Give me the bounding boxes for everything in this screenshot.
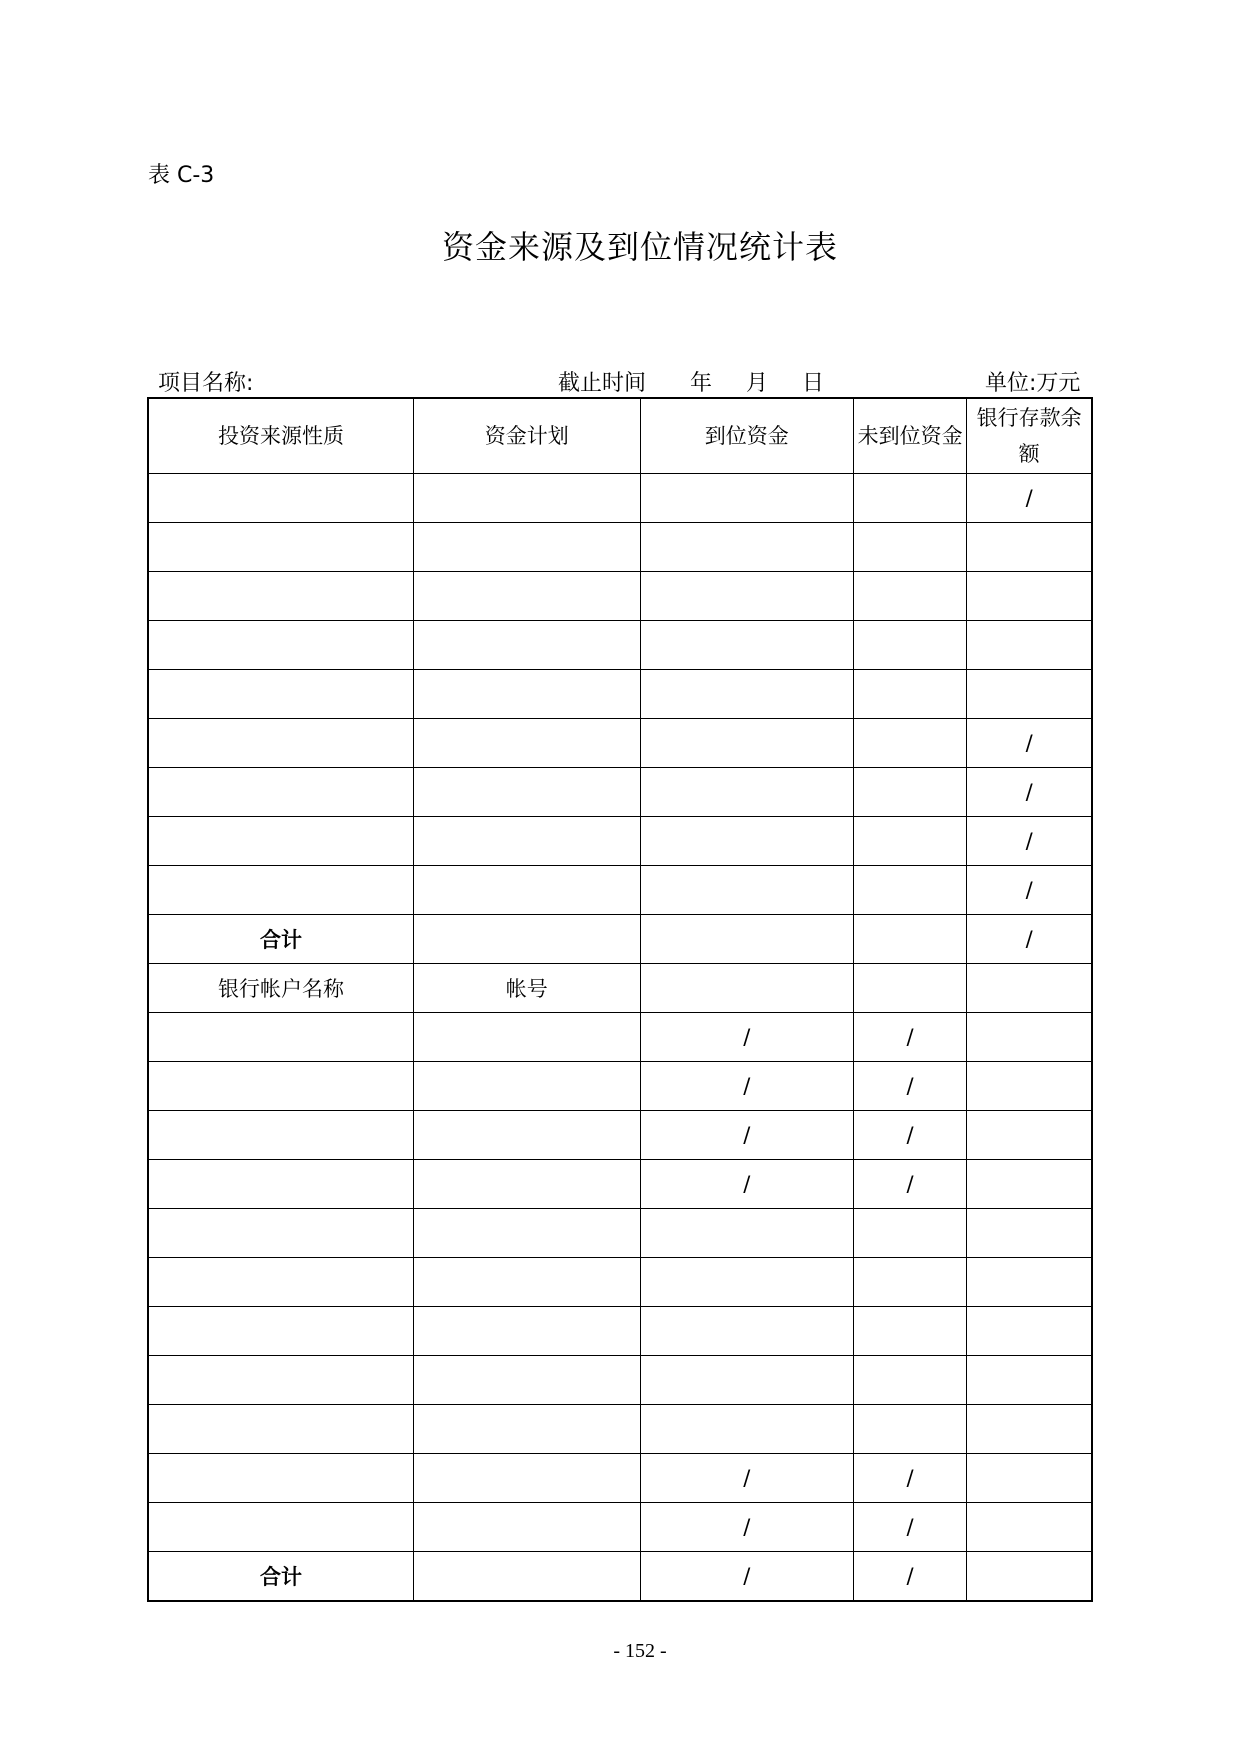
table-cell — [148, 621, 414, 670]
table-cell: / — [640, 1062, 853, 1111]
funding-statistics-table — [147, 397, 1093, 1602]
table-cell: / — [853, 1062, 966, 1111]
table-cell: / — [640, 1160, 853, 1209]
table-cell: / — [853, 1160, 966, 1209]
header-cell: 到位资金 — [640, 398, 853, 474]
table-cell: / — [640, 1013, 853, 1062]
table-cell — [414, 719, 640, 768]
table-cell: / — [640, 1454, 853, 1503]
header-cell: 投资来源性质 — [148, 398, 414, 474]
table-cell: 帐号 — [414, 964, 640, 1013]
table-row — [148, 817, 1092, 866]
table-cell — [640, 1307, 853, 1356]
table-cell — [967, 621, 1092, 670]
table-cell — [853, 523, 966, 572]
month-label: 月 — [746, 371, 769, 396]
table-row — [148, 474, 1092, 523]
table-cell — [414, 1454, 640, 1503]
table-code: 表 C-3 — [148, 163, 215, 188]
table-cell — [414, 1013, 640, 1062]
table-cell — [967, 1062, 1092, 1111]
table-cell — [414, 1503, 640, 1552]
table-cell: 合计 — [148, 915, 414, 964]
table-row — [148, 1111, 1092, 1160]
table-cell — [967, 1356, 1092, 1405]
table-cell: 银行帐户名称 — [148, 964, 414, 1013]
table-cell — [414, 1258, 640, 1307]
table-cell — [967, 1160, 1092, 1209]
table-row — [148, 572, 1092, 621]
table-cell — [853, 572, 966, 621]
table-cell — [967, 572, 1092, 621]
table-cell — [414, 1111, 640, 1160]
table-cell — [967, 1454, 1092, 1503]
year-label: 年 — [690, 371, 713, 396]
table-cell — [853, 866, 966, 915]
project-name-label: 项目名称: — [158, 371, 254, 396]
table-cell — [148, 1013, 414, 1062]
table-cell — [853, 1356, 966, 1405]
table-cell: / — [967, 719, 1092, 768]
table-cell — [148, 768, 414, 817]
cutoff-time-label: 截止时间 — [558, 371, 647, 396]
table-cell — [853, 1258, 966, 1307]
table-row — [148, 1356, 1092, 1405]
table-cell — [414, 474, 640, 523]
table-row — [148, 1503, 1092, 1552]
table-cell — [640, 915, 853, 964]
table-row — [148, 621, 1092, 670]
table-cell — [967, 1258, 1092, 1307]
bank-account-header-row — [148, 964, 1092, 1013]
table-cell — [640, 719, 853, 768]
table-cell — [414, 1307, 640, 1356]
table-cell — [967, 1307, 1092, 1356]
table-cell: / — [640, 1503, 853, 1552]
table-cell — [853, 1405, 966, 1454]
table-cell — [640, 621, 853, 670]
table-cell — [853, 964, 966, 1013]
table-cell — [148, 1307, 414, 1356]
unit-label: 单位:万元 — [985, 371, 1081, 396]
table-cell — [853, 915, 966, 964]
table-cell: / — [967, 474, 1092, 523]
table-row — [148, 1209, 1092, 1258]
table-cell: / — [640, 1552, 853, 1602]
table-cell — [640, 670, 853, 719]
table-row — [148, 1013, 1092, 1062]
table-cell — [148, 1454, 414, 1503]
table-cell — [414, 621, 640, 670]
table-cell — [414, 1062, 640, 1111]
table-row — [148, 1258, 1092, 1307]
table-cell — [967, 523, 1092, 572]
table-header-row — [148, 398, 1092, 474]
table-cell — [148, 1111, 414, 1160]
table-row — [148, 523, 1092, 572]
table-cell — [414, 1209, 640, 1258]
table-cell — [853, 670, 966, 719]
table-row — [148, 1062, 1092, 1111]
table-row — [148, 866, 1092, 915]
table-cell: / — [853, 1111, 966, 1160]
table-cell: / — [967, 768, 1092, 817]
table-cell — [640, 572, 853, 621]
table-cell — [853, 474, 966, 523]
table-cell — [148, 1258, 414, 1307]
total-row — [148, 1552, 1092, 1602]
table-cell — [148, 1503, 414, 1552]
table-cell — [853, 1307, 966, 1356]
table-cell — [148, 670, 414, 719]
header-cell: 银行存款余额 — [967, 398, 1092, 474]
table-cell: / — [640, 1111, 853, 1160]
table-cell: / — [967, 866, 1092, 915]
header-cell: 资金计划 — [414, 398, 640, 474]
table-cell — [967, 1552, 1092, 1602]
table-cell: / — [967, 915, 1092, 964]
table-cell — [148, 866, 414, 915]
table-cell — [967, 1209, 1092, 1258]
table-cell — [414, 915, 640, 964]
table-cell — [640, 1356, 853, 1405]
table-cell — [414, 670, 640, 719]
total-row — [148, 915, 1092, 964]
header-cell: 未到位资金 — [853, 398, 966, 474]
table-cell — [414, 1552, 640, 1602]
table-cell: / — [853, 1013, 966, 1062]
table-row — [148, 1405, 1092, 1454]
table-cell — [414, 523, 640, 572]
table-cell: / — [967, 817, 1092, 866]
table-cell — [967, 1503, 1092, 1552]
table-cell — [967, 1013, 1092, 1062]
table-cell — [148, 1356, 414, 1405]
table-cell — [414, 1405, 640, 1454]
table-cell — [414, 1160, 640, 1209]
table-cell — [640, 866, 853, 915]
table-cell — [853, 719, 966, 768]
table-cell — [640, 1258, 853, 1307]
table-cell — [853, 768, 966, 817]
table-row — [148, 1160, 1092, 1209]
page-number: - 152 - — [613, 1640, 667, 1662]
table-cell — [967, 670, 1092, 719]
table-cell: / — [853, 1503, 966, 1552]
table-cell — [640, 523, 853, 572]
table-cell — [640, 817, 853, 866]
table-cell — [640, 1209, 853, 1258]
table-cell — [414, 768, 640, 817]
table-cell — [853, 817, 966, 866]
table-cell — [640, 1405, 853, 1454]
table-cell — [148, 1405, 414, 1454]
table-cell — [414, 572, 640, 621]
page-title: 资金来源及到位情况统计表 — [441, 228, 838, 266]
table-row — [148, 1454, 1092, 1503]
table-row — [148, 719, 1092, 768]
table-cell — [967, 964, 1092, 1013]
table-cell — [414, 866, 640, 915]
table-cell — [148, 719, 414, 768]
table-cell: / — [853, 1552, 966, 1602]
table-cell — [148, 1209, 414, 1258]
table-cell — [853, 1209, 966, 1258]
table-row — [148, 1307, 1092, 1356]
table-cell — [640, 474, 853, 523]
table-cell — [640, 768, 853, 817]
table-row — [148, 670, 1092, 719]
table-cell — [967, 1111, 1092, 1160]
table-cell — [967, 1405, 1092, 1454]
table-cell — [148, 1062, 414, 1111]
table-cell — [148, 1160, 414, 1209]
table-cell: 合计 — [148, 1552, 414, 1602]
table-row — [148, 768, 1092, 817]
table-cell — [414, 1356, 640, 1405]
table-cell — [640, 964, 853, 1013]
day-label: 日 — [802, 371, 825, 396]
table-cell — [148, 572, 414, 621]
table-cell — [148, 817, 414, 866]
table-cell — [414, 817, 640, 866]
table-cell: / — [853, 1454, 966, 1503]
table-cell — [148, 523, 414, 572]
table-cell — [853, 621, 966, 670]
table-cell — [148, 474, 414, 523]
